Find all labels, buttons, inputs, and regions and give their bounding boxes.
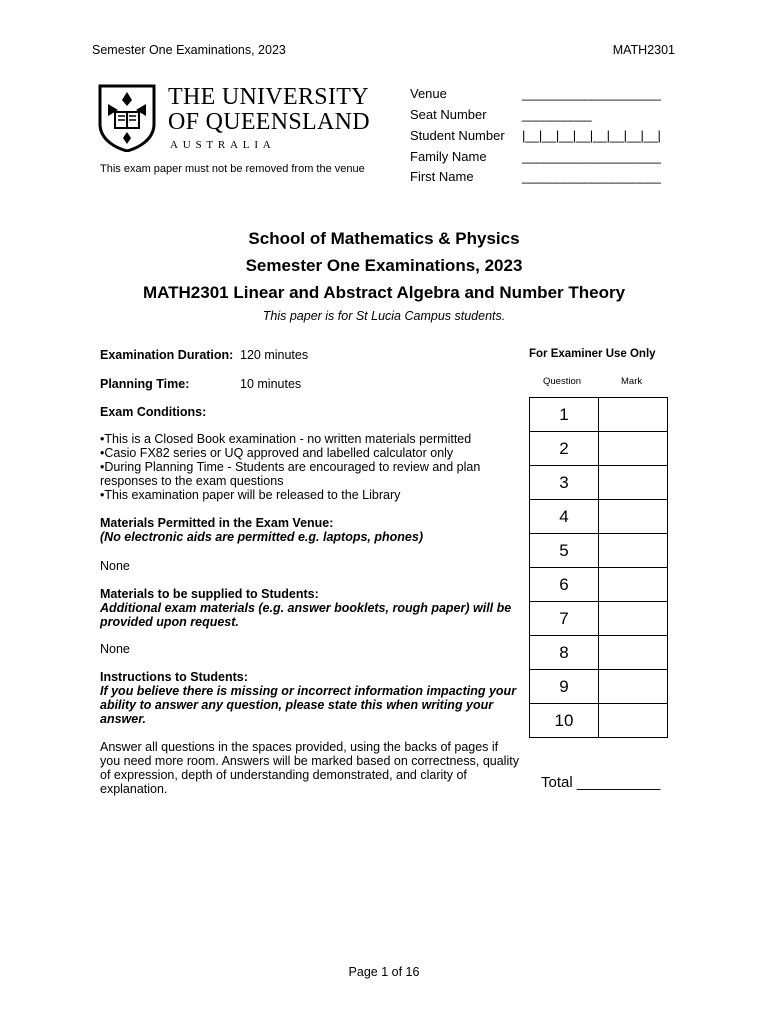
table-row bbox=[530, 670, 668, 704]
table-row bbox=[530, 534, 668, 568]
question-number: 9 bbox=[530, 670, 599, 704]
mark-cell bbox=[599, 466, 668, 500]
condition-item: •Casio FX82 series or UQ approved and labelled calculator only bbox=[100, 446, 454, 460]
mark-cell bbox=[599, 432, 668, 466]
condition-item: •This is a Closed Book examination - no written materials permitted bbox=[100, 432, 472, 446]
mark-cell bbox=[599, 534, 668, 568]
mark-cell bbox=[599, 704, 668, 738]
question-number: 2 bbox=[530, 432, 599, 466]
seat-number-field[interactable]: __________ bbox=[522, 107, 592, 122]
table-row bbox=[530, 466, 668, 500]
seat-number-label: Seat Number bbox=[410, 107, 487, 122]
duration-label: Examination Duration: bbox=[100, 348, 234, 362]
student-number-label: Student Number bbox=[410, 128, 505, 143]
mark-cell bbox=[599, 670, 668, 704]
crest-icon bbox=[98, 84, 156, 152]
course-title: MATH2301 Linear and Abstract Algebra and Number Theory bbox=[142, 283, 626, 302]
materials-supplied-section bbox=[100, 587, 520, 629]
mark-column-header: Mark bbox=[621, 376, 643, 387]
materials-permitted-value: None bbox=[100, 559, 130, 573]
condition-item: •During Planning Time - Students are encouraged to review and plan responses to the exam questions bbox=[100, 460, 481, 488]
mark-cell bbox=[599, 602, 668, 636]
logo-text-line1: THE UNIVERSITY bbox=[168, 84, 369, 110]
duration-value: 120 minutes bbox=[240, 348, 309, 362]
student-number-field[interactable]: |__|__|__|__|__|__|__|__| bbox=[522, 128, 661, 143]
examiner-mark-table bbox=[529, 397, 668, 738]
table-row bbox=[530, 636, 668, 670]
question-number: 5 bbox=[530, 534, 599, 568]
question-number: 6 bbox=[530, 568, 599, 602]
mark-cell bbox=[599, 636, 668, 670]
family-name-field[interactable]: ____________________ bbox=[522, 149, 661, 164]
logo-text-line2: OF QUEENSLAND bbox=[168, 109, 370, 135]
conditions-label: Exam Conditions: bbox=[100, 405, 207, 419]
planning-value: 10 minutes bbox=[240, 377, 302, 391]
table-row bbox=[530, 568, 668, 602]
instructions-subheading: If you believe there is missing or incorrect information impacting your ability to answer any question, please state this when writing your answer. bbox=[100, 684, 517, 726]
question-number: 8 bbox=[530, 636, 599, 670]
table-row bbox=[530, 398, 668, 432]
logo-text-line3: AUSTRALIA bbox=[170, 139, 276, 151]
instructions-heading: Instructions to Students: bbox=[100, 670, 248, 684]
instructions-body: Answer all questions in the spaces provided, using the backs of pages if you need more room. Answers will be marked based on correctness, quality of expression, depth of understanding demonstrated, and clarity of explanation. bbox=[100, 740, 519, 796]
condition-item: •This examination paper will be released to the Library bbox=[100, 488, 401, 502]
mark-cell bbox=[599, 398, 668, 432]
mark-cell bbox=[599, 500, 668, 534]
instructions-section bbox=[100, 670, 520, 726]
materials-permitted-subheading: (No electronic aids are permitted e.g. laptops, phones) bbox=[100, 530, 423, 544]
question-number: 3 bbox=[530, 466, 599, 500]
semester-title: Semester One Examinations, 2023 bbox=[245, 256, 523, 275]
first-name-label: First Name bbox=[410, 169, 474, 184]
family-name-label: Family Name bbox=[410, 149, 487, 164]
campus-note: This paper is for St Lucia Campus students. bbox=[262, 309, 506, 323]
materials-permitted-heading: Materials Permitted in the Exam Venue: bbox=[100, 516, 334, 530]
question-number: 1 bbox=[530, 398, 599, 432]
table-row bbox=[530, 432, 668, 466]
mark-cell bbox=[599, 568, 668, 602]
materials-supplied-heading: Materials to be supplied to Students: bbox=[100, 587, 319, 601]
examiner-title: For Examiner Use Only bbox=[529, 348, 656, 360]
materials-supplied-value: None bbox=[100, 642, 130, 656]
venue-label: Venue bbox=[410, 86, 447, 101]
table-row bbox=[530, 500, 668, 534]
materials-supplied-subheading: Additional exam materials (e.g. answer booklets, rough paper) will be provided upon request. bbox=[100, 601, 512, 629]
question-number: 7 bbox=[530, 602, 599, 636]
conditions-list bbox=[100, 432, 510, 502]
materials-permitted-section bbox=[100, 516, 520, 544]
header-left: Semester One Examinations, 2023 bbox=[92, 43, 286, 57]
question-column-header: Question bbox=[543, 376, 582, 387]
table-row bbox=[530, 602, 668, 636]
first-name-field[interactable]: ____________________ bbox=[522, 169, 661, 184]
table-row bbox=[530, 704, 668, 738]
planning-label: Planning Time: bbox=[100, 377, 190, 391]
venue-note: This exam paper must not be removed from the venue bbox=[100, 163, 365, 175]
school-title: School of Mathematics & Physics bbox=[248, 229, 520, 248]
question-number: 4 bbox=[530, 500, 599, 534]
question-number: 10 bbox=[530, 704, 599, 738]
university-logo bbox=[98, 84, 388, 154]
header-course-code: MATH2301 bbox=[612, 43, 675, 57]
total-label: Total __________ bbox=[541, 774, 661, 791]
page-number: Page 1 of 16 bbox=[348, 965, 420, 979]
venue-field[interactable]: ____________________ bbox=[522, 86, 661, 101]
